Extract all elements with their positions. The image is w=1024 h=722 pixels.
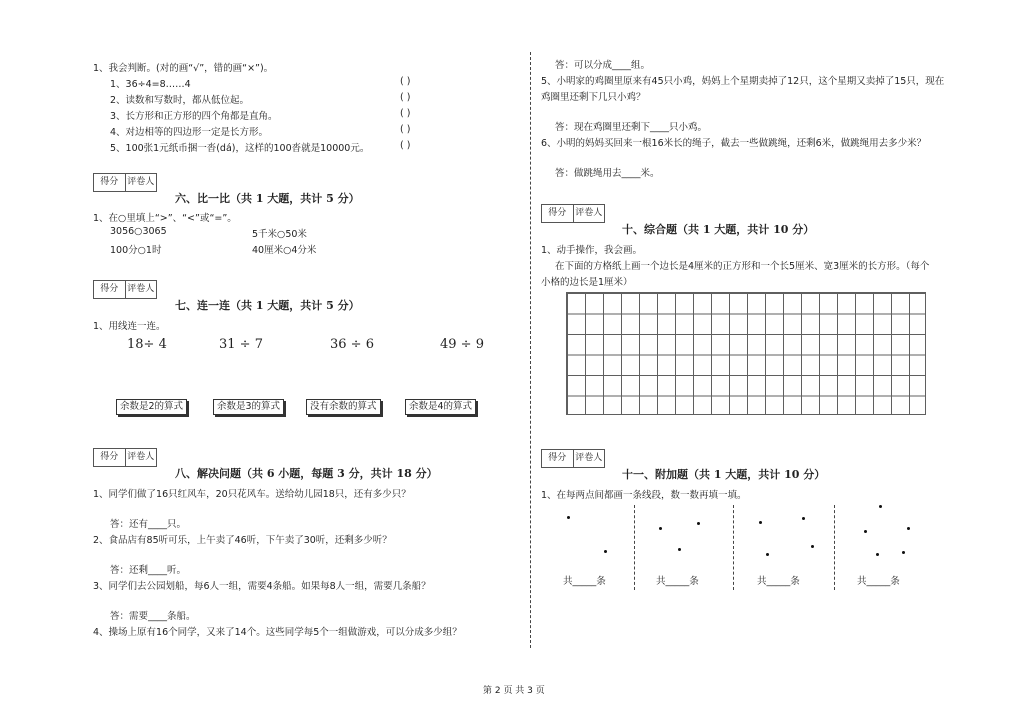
compare-item-d: 40厘米○4分米 <box>252 245 317 256</box>
score-box <box>541 204 605 223</box>
problem-3: 3、同学们去公园划船，每6人一组，需要4条船。如果每8人一组，需要几条船？ <box>93 581 431 592</box>
segment-count-4[interactable]: 共_____条 <box>857 576 900 587</box>
segment-count-1[interactable]: 共_____条 <box>563 576 606 587</box>
point <box>864 530 867 533</box>
answer-5: 答：现在鸡圈里还剩下____只小鸡。 <box>555 122 708 133</box>
score-box <box>93 280 157 299</box>
score-box <box>93 448 157 467</box>
point <box>802 517 805 520</box>
grader-label: 评卷人 <box>575 453 603 463</box>
score-label: 得分 <box>94 174 126 191</box>
grader-label: 评卷人 <box>127 452 155 462</box>
judge-item-3: 3、长方形和正方形的四个角都是直角。 <box>110 111 278 122</box>
point <box>759 521 762 524</box>
remainder-4-box[interactable]: 余数是4的算式 <box>405 399 476 415</box>
answer-3: 答：需要____条船。 <box>110 611 196 622</box>
compare-question: 1、在○里填上“>”、“<”或“=”。 <box>93 213 237 224</box>
answer-2: 答：还剩____听。 <box>110 565 187 576</box>
point <box>678 548 681 551</box>
section-8-title: 八、解决问题（共 6 小题，每题 3 分，共计 18 分） <box>175 467 438 480</box>
problem-6: 6、小明的妈妈买回来一根16米长的绳子，截去一些做跳绳，还剩6米，做跳绳用去多少米？ <box>541 138 927 149</box>
drawing-desc-line-1: 在下面的方格纸上画一个边长是4厘米的正方形和一个长5厘米、宽3厘米的长方形。（每个 <box>555 261 930 272</box>
point <box>879 505 882 508</box>
remainder-3-box[interactable]: 余数是3的算式 <box>213 399 284 415</box>
judge-item-2: 2、读数和写数时，都从低位起。 <box>110 95 250 106</box>
expression-4: 49 ÷ 9 <box>440 337 484 352</box>
problem-5-line-1: 5、小明家的鸡圈里原来有45只小鸡，妈妈上个星期卖掉了12只，这个星期又卖掉了15只，现在 <box>541 76 945 87</box>
page-number: 第 2 页 共 3 页 <box>483 686 545 696</box>
point <box>876 553 879 556</box>
answer-1: 答：还有____只。 <box>110 519 187 530</box>
point <box>766 553 769 556</box>
point <box>604 550 607 553</box>
answer-paren-5[interactable]: ( ) <box>400 140 411 151</box>
compare-item-c: 100分○1时 <box>110 245 162 256</box>
score-label: 得分 <box>542 205 574 222</box>
segment-count-3[interactable]: 共_____条 <box>757 576 800 587</box>
answer-6: 答：做跳绳用去____米。 <box>555 168 660 179</box>
no-remainder-box[interactable]: 没有余数的算式 <box>306 399 381 415</box>
judge-item-4: 4、对边相等的四边形一定是长方形。 <box>110 127 269 138</box>
answer-paren-3[interactable]: ( ) <box>400 108 411 119</box>
judge-item-5: 5、100张1元纸币捆一沓(dá)，这样的100沓就是10000元。 <box>110 143 370 154</box>
panel-separator <box>634 505 635 590</box>
problem-5-line-2: 鸡圈里还剩下几只小鸡？ <box>541 92 646 103</box>
judge-question: 1、我会判断。(对的画“√”，错的画“×”)。 <box>93 63 274 74</box>
column-divider <box>530 52 531 648</box>
grid-paper[interactable] <box>566 292 926 415</box>
compare-item-b: 5千米○50米 <box>252 229 307 240</box>
judge-item-1: 1、36÷4=8……4 <box>110 79 191 90</box>
segment-question: 1、在每两点间都画一条线段，数一数再填一填。 <box>541 490 747 501</box>
expression-1: 18÷ 4 <box>127 337 167 352</box>
drawing-question: 1、动手操作，我会画。 <box>541 245 643 256</box>
panel-separator <box>733 505 734 590</box>
section-7-title: 七、连一连（共 1 大题，共计 5 分） <box>175 299 360 312</box>
score-label: 得分 <box>542 450 574 467</box>
score-box <box>93 173 157 192</box>
point <box>697 522 700 525</box>
section-10-title: 十、综合题（共 1 大题，共计 10 分） <box>622 223 815 236</box>
section-11-title: 十一、附加题（共 1 大题，共计 10 分） <box>622 468 826 481</box>
drawing-desc-line-2: 小格的边长是1厘米） <box>541 277 633 288</box>
answer-paren-1[interactable]: ( ) <box>400 76 411 87</box>
expression-3: 36 ÷ 6 <box>330 337 374 352</box>
problem-2: 2、食品店有85听可乐，上午卖了46听，下午卖了30听，还剩多少听？ <box>93 535 392 546</box>
connect-question: 1、用线连一连。 <box>93 321 166 332</box>
section-6-title: 六、比一比（共 1 大题，共计 5 分） <box>175 192 360 205</box>
point <box>567 516 570 519</box>
expression-2: 31 ÷ 7 <box>219 337 263 352</box>
point <box>907 527 910 530</box>
panel-separator <box>834 505 835 590</box>
grader-label: 评卷人 <box>127 284 155 294</box>
answer-paren-4[interactable]: ( ) <box>400 124 411 135</box>
answer-paren-2[interactable]: ( ) <box>400 92 411 103</box>
answer-4: 答：可以分成____组。 <box>555 60 651 71</box>
segment-count-2[interactable]: 共_____条 <box>656 576 699 587</box>
grader-label: 评卷人 <box>575 208 603 218</box>
score-label: 得分 <box>94 281 126 298</box>
problem-4: 4、操场上原有16个同学，又来了14个。这些同学每5个一组做游戏，可以分成多少组？ <box>93 627 462 638</box>
problem-1: 1、同学们做了16只红风车，20只花风车。送给幼儿园18只，还有多少只？ <box>93 489 411 500</box>
point <box>811 545 814 548</box>
compare-item-a: 3056○3065 <box>110 226 167 237</box>
grader-label: 评卷人 <box>127 177 155 187</box>
point <box>659 527 662 530</box>
score-box <box>541 449 605 468</box>
score-label: 得分 <box>94 449 126 466</box>
point <box>902 551 905 554</box>
remainder-2-box[interactable]: 余数是2的算式 <box>116 399 187 415</box>
